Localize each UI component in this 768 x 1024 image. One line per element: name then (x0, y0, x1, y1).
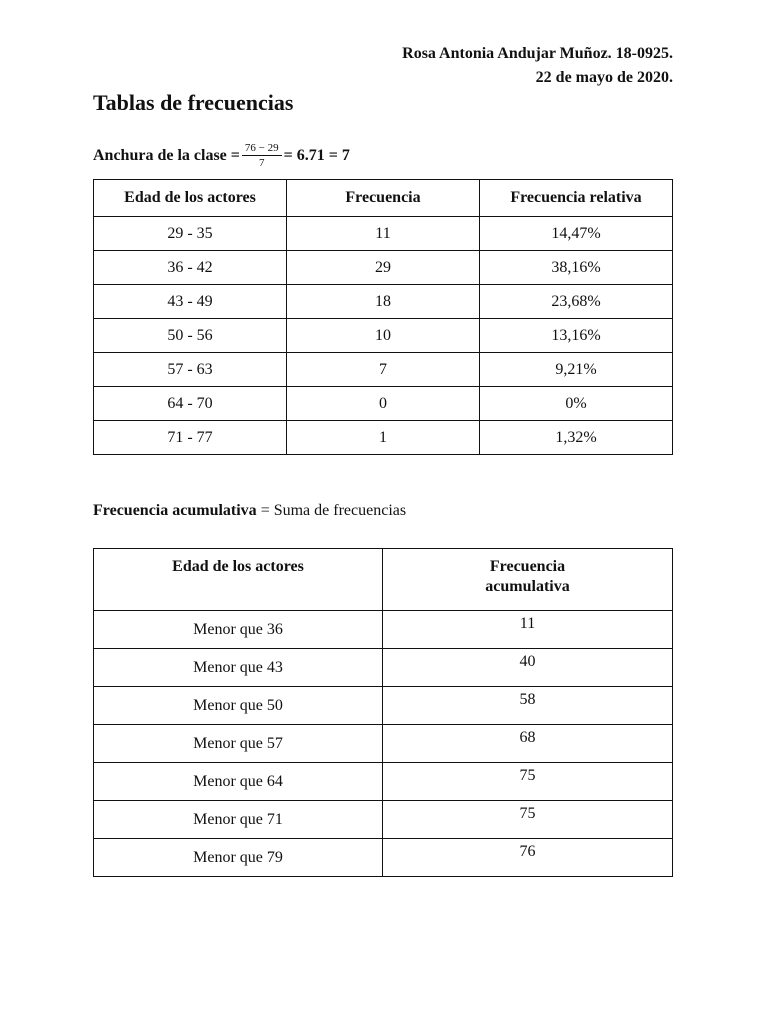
age-bound-cell: Menor que 36 (94, 611, 383, 649)
relative-frequency-cell: 9,21% (480, 353, 673, 387)
table-row (94, 725, 673, 763)
relative-frequency-cell: 0% (480, 387, 673, 421)
table-row (94, 687, 673, 725)
formula-result: = 6.71 = 7 (283, 146, 350, 164)
frequency-cell: 0 (287, 387, 480, 421)
age-range-cell: 71 - 77 (94, 421, 287, 455)
table-row (94, 421, 673, 455)
cumulative-value-cell: 75 (383, 801, 673, 839)
frequency-cell: 29 (287, 251, 480, 285)
table-row (94, 801, 673, 839)
frequency-cell: 1 (287, 421, 480, 455)
cumulative-value-cell: 40 (383, 649, 673, 687)
formula-label: Anchura de la clase = (93, 146, 240, 164)
age-bound-cell: Menor que 79 (94, 839, 383, 877)
table-row (94, 285, 673, 319)
relative-frequency-cell: 14,47% (480, 217, 673, 251)
cumulative-frequency-table (93, 548, 673, 877)
cumulative-value-cell: 11 (383, 611, 673, 649)
fraction-denominator: 7 (259, 157, 265, 169)
frequency-cell: 18 (287, 285, 480, 319)
class-width-formula (93, 142, 350, 169)
relative-frequency-cell: 13,16% (480, 319, 673, 353)
cumulative-label: Frecuencia acumulativa (93, 502, 257, 519)
table-row (94, 387, 673, 421)
cumulative-value-cell: 75 (383, 763, 673, 801)
formula-fraction (242, 142, 282, 169)
age-bound-cell: Menor que 71 (94, 801, 383, 839)
cumulative-value-cell: 76 (383, 839, 673, 877)
header-age: Edad de los actores (94, 180, 287, 217)
frequency-cell: 10 (287, 319, 480, 353)
cumulative-frequency-definition (93, 502, 406, 520)
table-row (94, 611, 673, 649)
age-bound-cell: Menor que 50 (94, 687, 383, 725)
cumulative-value-cell: 68 (383, 725, 673, 763)
table-row (94, 649, 673, 687)
age-range-cell: 50 - 56 (94, 319, 287, 353)
age-range-cell: 43 - 49 (94, 285, 287, 319)
relative-frequency-cell: 23,68% (480, 285, 673, 319)
age-bound-cell: Menor que 57 (94, 725, 383, 763)
age-bound-cell: Menor que 43 (94, 649, 383, 687)
header-age: Edad de los actores (94, 549, 383, 611)
header-frequency: Frecuencia (287, 180, 480, 217)
table-header-row (94, 180, 673, 217)
fraction-numerator: 76 − 29 (242, 142, 282, 156)
table-header-row (94, 549, 673, 611)
document-header (402, 42, 673, 90)
cumulative-value-cell: 58 (383, 687, 673, 725)
age-range-cell: 36 - 42 (94, 251, 287, 285)
age-range-cell: 29 - 35 (94, 217, 287, 251)
frequency-cell: 7 (287, 353, 480, 387)
frequency-cell: 11 (287, 217, 480, 251)
table-row (94, 319, 673, 353)
age-range-cell: 64 - 70 (94, 387, 287, 421)
header-cumulative-frequency: Frecuencia acumulativa (383, 549, 673, 611)
frequency-table (93, 179, 673, 455)
table-row (94, 353, 673, 387)
page-title: Tablas de frecuencias (93, 90, 294, 115)
table-row (94, 839, 673, 877)
cumulative-definition: = Suma de frecuencias (260, 502, 407, 519)
relative-frequency-cell: 38,16% (480, 251, 673, 285)
table-row (94, 251, 673, 285)
age-bound-cell: Menor que 64 (94, 763, 383, 801)
header-relative-frequency: Frecuencia relativa (480, 180, 673, 217)
table-row (94, 217, 673, 251)
date-line: 22 de mayo de 2020. (535, 69, 673, 86)
author-line: Rosa Antonia Andujar Muñoz. 18-0925. (402, 45, 673, 62)
age-range-cell: 57 - 63 (94, 353, 287, 387)
relative-frequency-cell: 1,32% (480, 421, 673, 455)
table-row (94, 763, 673, 801)
